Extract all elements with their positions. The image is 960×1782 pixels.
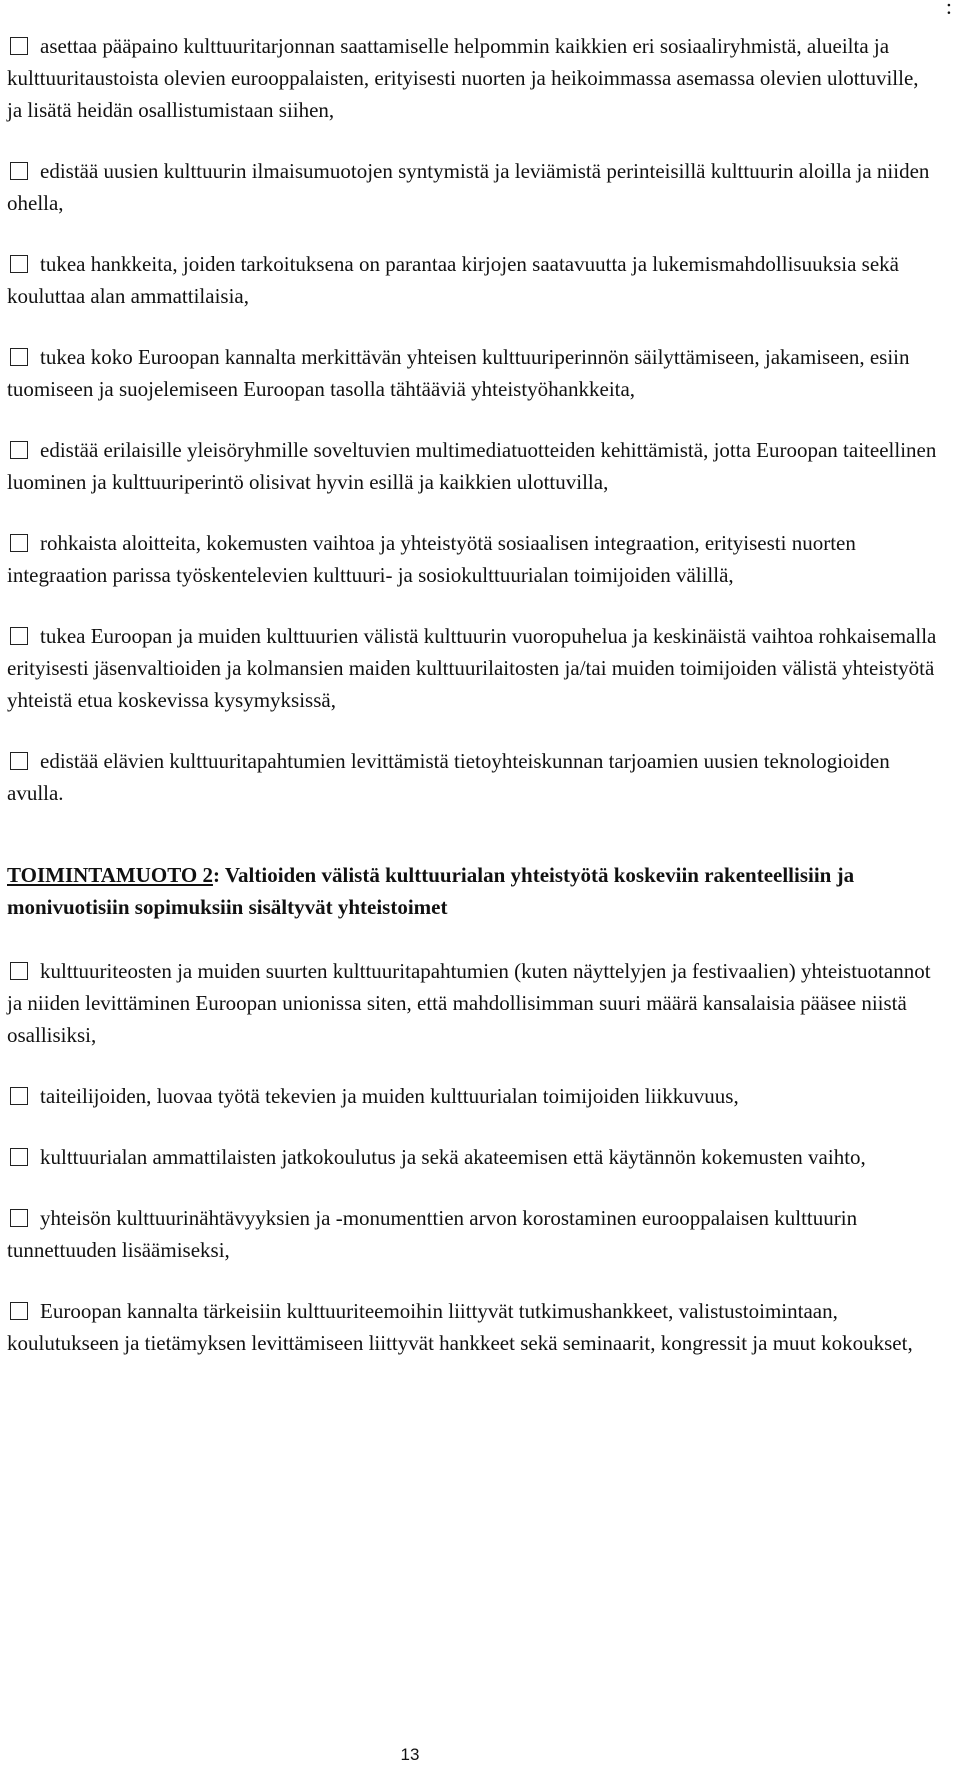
list-item [7,745,937,809]
list-item [7,30,937,126]
checkbox-icon [10,1148,28,1166]
list-item [7,620,937,716]
list-item [7,1202,937,1266]
list-item-text: tukea koko Euroopan kannalta merkittävän yhteisen kulttuuriperinnön säilyttämiseen, jakamiseen, esiin tuomiseen ja suojelemiseen Euroopan tasolla tähtääviä yhteistyöhankkeita, [7,345,910,401]
list-item [7,434,937,498]
list-item-text: tukea hankkeita, joiden tarkoituksena on parantaa kirjojen saatavuutta ja lukemismahdollisuuksia sekä kouluttaa alan ammattilaisia, [7,252,899,308]
checkbox-icon [10,37,28,55]
list-item [7,1141,937,1173]
list-item [7,155,937,219]
list-item-text: edistää uusien kulttuurin ilmaisumuotojen syntymistä ja leviämistä perinteisillä kulttuurin aloilla ja niiden ohella, [7,159,930,215]
list-item-text: Euroopan kannalta tärkeisiin kulttuuriteemoihin liittyvät tutkimushankkeet, valistustoimintaan, koulutukseen ja tietämyksen levittämiseen liittyvät hankkeet sekä seminaarit, kongressit ja muut kokoukset, [7,1299,913,1355]
list-item-text: yhteisön kulttuurinähtävyyksien ja -monumenttien arvon korostaminen eurooppalaisen kulttuurin tunnettuuden lisäämiseksi, [7,1206,858,1262]
checkbox-icon [10,441,28,459]
checkbox-icon [10,1087,28,1105]
section-title: : Valtioiden välistä kulttuurialan yhteistyötä koskeviin rakenteellisiin ja monivuotisiin sopimuksiin sisältyvät yhteistoimet [7,863,855,919]
document-page [7,30,937,1359]
list-item-text: kulttuurialan ammattilaisten jatkokoulutus ja sekä akateemisen että käytännön kokemusten vaihto, [40,1145,866,1169]
list-item-text: asettaa pääpaino kulttuuritarjonnan saattamiselle helpommin kaikkien eri sosiaaliryhmistä, alueilta ja kulttuuritaustoista olevien eurooppalaisten, erityisesti nuorten ja heikoimmassa asemassa olevien ulottuville, ja lisätä heidän osallistumistaan siihen, [7,34,919,122]
list-item [7,1295,937,1359]
corner-mark: : [945,0,952,19]
checkbox-icon [10,534,28,552]
list-item [7,1080,937,1112]
list-item-text: rohkaista aloitteita, kokemusten vaihtoa ja yhteistyötä sosiaalisen integraation, erityisesti nuorten integraation parissa työskentelevien kulttuuri- ja sosiokulttuurialan toimijoiden välillä, [7,531,856,587]
checkbox-icon [10,752,28,770]
list-item-text: taiteilijoiden, luovaa työtä tekevien ja muiden kulttuurialan toimijoiden liikkuvuus, [40,1084,739,1108]
list-item [7,341,937,405]
list-item [7,527,937,591]
checkbox-icon [10,162,28,180]
checkbox-icon [10,348,28,366]
checkbox-icon [10,1209,28,1227]
checkbox-icon [10,1302,28,1320]
list-item-text: edistää erilaisille yleisöryhmille soveltuvien multimediatuotteiden kehittämistä, jotta Euroopan taiteellinen luominen ja kulttuuriperintö olisivat hyvin esillä ja kaikkien ulottuvilla, [7,438,937,494]
page-number: 13 [400,1745,420,1764]
list-item [7,955,937,1051]
checkbox-icon [10,962,28,980]
list-item-text: tukea Euroopan ja muiden kulttuurien välistä kulttuurin vuoropuhelua ja keskinäistä vaihtoa rohkaisemalla erityisesti jäsenvaltioiden ja kolmansien maiden kulttuurilaitosten ja/tai muiden toimijoiden välistä yhteistyötä yhteistä etua koskevissa kysymyksissä, [7,624,937,712]
list-item-text: kulttuuriteosten ja muiden suurten kulttuuritapahtumien (kuten näyttelyjen ja festivaalien) yhteistuotannot ja niiden levittäminen Euroopan unionissa siten, että mahdollisimman suuri määrä kansalaisia pääsee niistä osallisiksi, [7,959,931,1047]
list-item [7,248,937,312]
checkbox-icon [10,627,28,645]
list-item-text: edistää elävien kulttuuritapahtumien levittämistä tietoyhteiskunnan tarjoamien uusien teknologioiden avulla. [7,749,890,805]
section-heading [7,859,937,923]
section-label: TOIMINTAMUOTO 2 [7,863,213,887]
checkbox-icon [10,255,28,273]
